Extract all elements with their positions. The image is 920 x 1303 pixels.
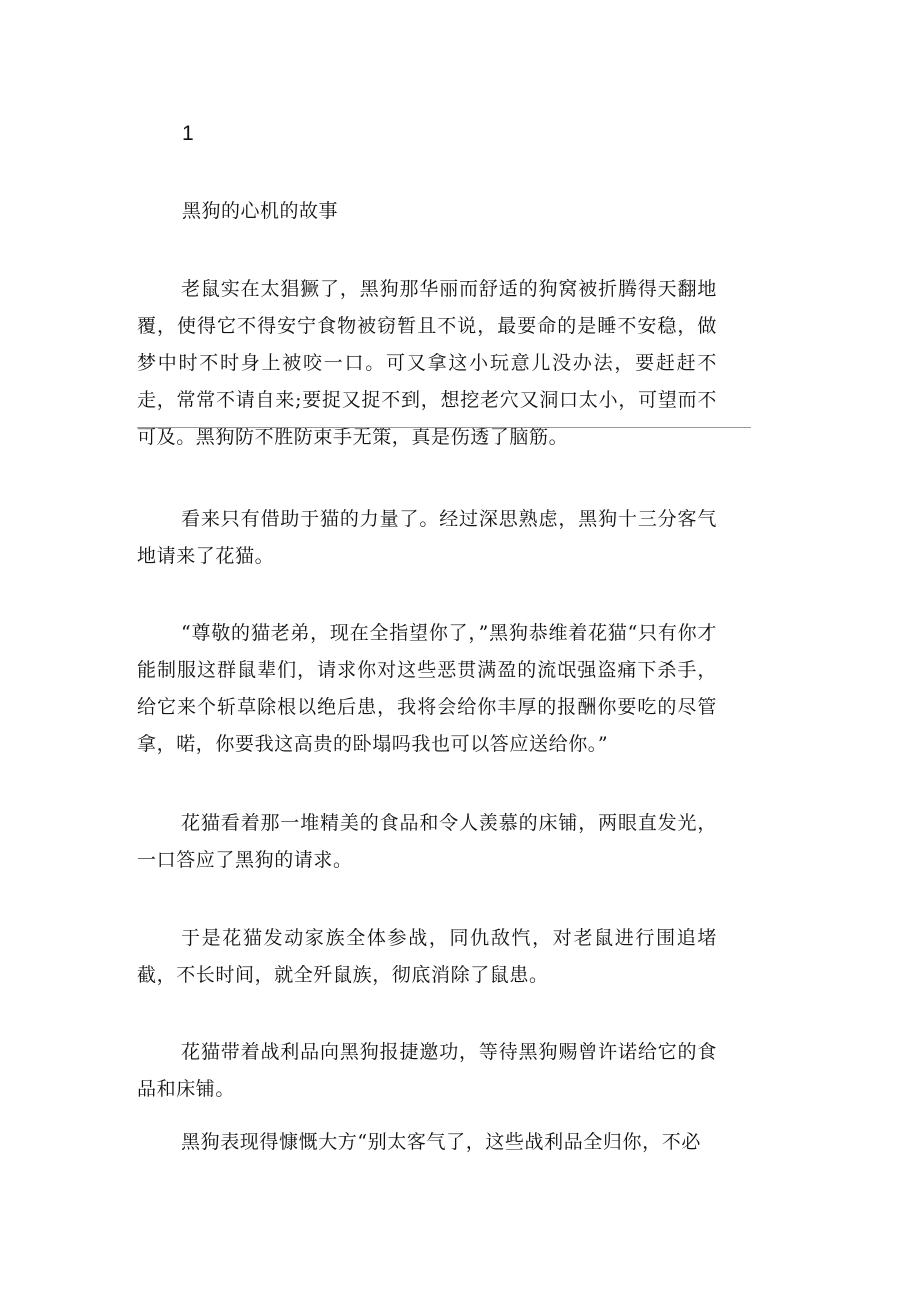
divider-line xyxy=(137,427,751,428)
paragraph-3: “尊敬的猫老弟，现在全指望你了，”黑狗恭维着花猫“只有你才能制服这群鼠辈们，请求你对这些恶贯满盈的流氓强盗痛下杀手，给它来个斩草除根以绝后患，我将会给你丰厚的报酬你要吃的尽管拿，喏，你要我这高贵的卧塌吗我也可以答应送给你。” xyxy=(137,622,717,755)
paragraph-5: 于是花猫发动家族全体参战，同仇敌忾，对老鼠进行围追堵截，不长时间，就全歼鼠族，彻底消除了鼠患。 xyxy=(137,927,717,986)
paragraph-2: 看来只有借助于猫的力量了。经过深思熟虑，黑狗十三分客气地请来了花猫。 xyxy=(137,508,717,567)
paragraph-7: 黑狗表现得慷慨大方“别太客气了，这些战利品全归你，不必 xyxy=(181,1131,701,1153)
paragraph-1: 老鼠实在太猖獗了，黑狗那华丽而舒适的狗窝被折腾得天翻地覆，使得它不得安宁食物被窃暂且不说，最要命的是睡不安稳，做梦中时不时身上被咬一口。可又拿这小玩意儿没办法，要赶赶不走，常常不请自来;要捉又捉不到，想挖老穴又洞口太小，可望而不可及。黑狗防不胜防束手无策，真是伤透了脑筋。 xyxy=(137,278,717,448)
story-title: 黑狗的心机的故事 xyxy=(182,200,339,222)
paragraph-4: 花猫看着那一堆精美的食品和令人羡慕的床铺，两眼直发光，一口答应了黑狗的请求。 xyxy=(137,812,717,871)
paragraph-6: 花猫带着战利品向黑狗报捷邀功，等待黑狗赐曾许诺给它的食品和床铺。 xyxy=(137,1041,717,1100)
page-number: 1 xyxy=(182,122,194,145)
